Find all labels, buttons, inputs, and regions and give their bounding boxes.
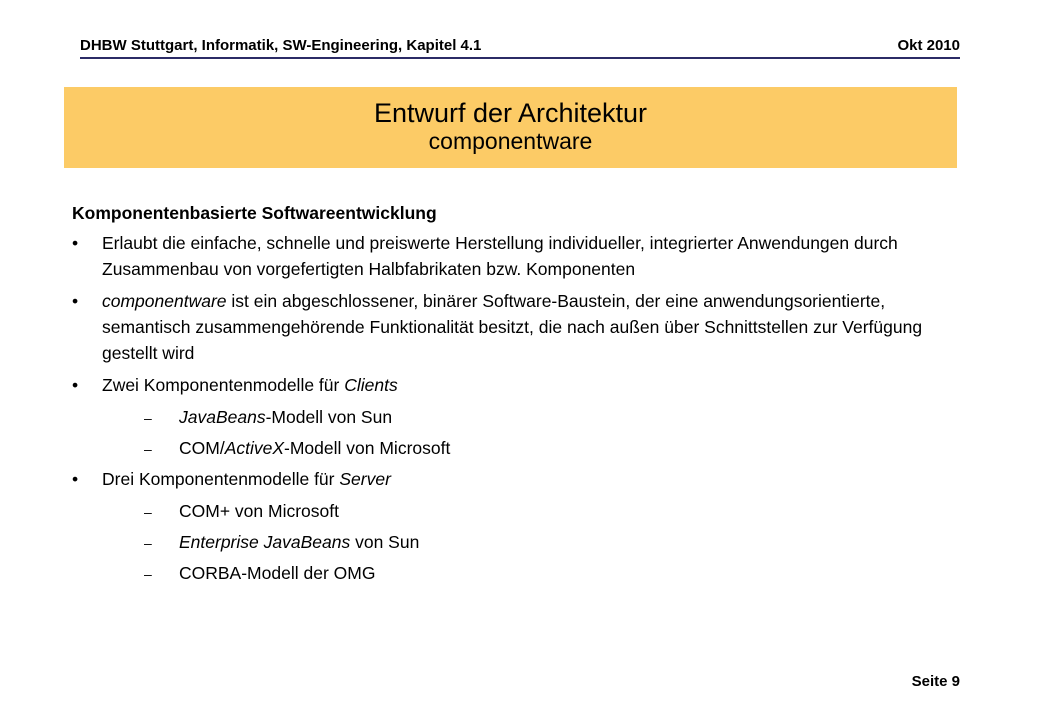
sub-bullet-term: Enterprise JavaBeans [179, 532, 351, 552]
sub-bullet-text: COM+ von Microsoft [179, 501, 339, 521]
bullet-item [72, 466, 962, 492]
dash-marker: – [144, 535, 152, 551]
bullet-marker: • [72, 291, 79, 311]
bullet-term: Server [339, 469, 391, 489]
dash-marker: – [144, 410, 152, 426]
sub-bullet-term: JavaBeans [179, 407, 266, 427]
bullet-item [72, 288, 962, 366]
slide-title: Entwurf der Architektur [373, 98, 648, 128]
dash-marker: – [144, 566, 152, 582]
sub-bullet-item [72, 404, 962, 430]
bullet-text: ist ein abgeschlossener, binärer Software-Baustein, der eine anwendungsorientierte, semantisch zusammengehörende Funktionalität besitzt, die nach außen über Schnittstellen zur Verfügung gestellt wird [102, 291, 923, 363]
bullet-term: Clients [344, 375, 398, 395]
sub-bullet-text: -Modell von Microsoft [284, 438, 451, 458]
section-heading: Komponentenbasierte Softwareentwicklung [72, 203, 437, 223]
sub-bullet-prefix: COM/ [179, 438, 225, 458]
sub-bullet-text: von Sun [350, 532, 420, 552]
sub-bullet-item [72, 435, 962, 461]
bullet-marker: • [72, 469, 79, 489]
header-divider [80, 57, 960, 59]
sub-bullet-text: CORBA-Modell der OMG [179, 563, 376, 583]
page-number: Seite 9 [911, 673, 960, 690]
slide-header [80, 37, 960, 55]
dash-marker: – [144, 441, 152, 457]
bullet-item [72, 372, 962, 398]
bullet-text: Drei Komponentenmodelle für [102, 469, 340, 489]
sub-bullet-item [72, 529, 962, 555]
header-course-info: DHBW Stuttgart, Informatik, SW-Engineering, Kapitel 4.1 [80, 37, 482, 54]
title-banner [64, 87, 957, 168]
bullet-text: Erlaubt die einfache, schnelle und preiswerte Herstellung individueller, integrierter Anwendungen durch Zusammenbau von vorgefertigten Halbfabrikaten bzw. Komponenten [102, 233, 898, 279]
bullet-marker: • [72, 233, 79, 253]
slide-content [72, 200, 962, 591]
sub-bullet-term: ActiveX [224, 438, 285, 458]
bullet-marker: • [72, 375, 79, 395]
slide-subtitle: componentware [428, 128, 593, 154]
header-date: Okt 2010 [897, 37, 960, 54]
bullet-text: Zwei Komponentenmodelle für [102, 375, 345, 395]
sub-bullet-item [72, 498, 962, 524]
bullet-term: componentware [102, 291, 227, 311]
dash-marker: – [144, 504, 152, 520]
sub-bullet-text: -Modell von Sun [265, 407, 393, 427]
bullet-item [72, 230, 962, 282]
sub-bullet-item [72, 560, 962, 586]
